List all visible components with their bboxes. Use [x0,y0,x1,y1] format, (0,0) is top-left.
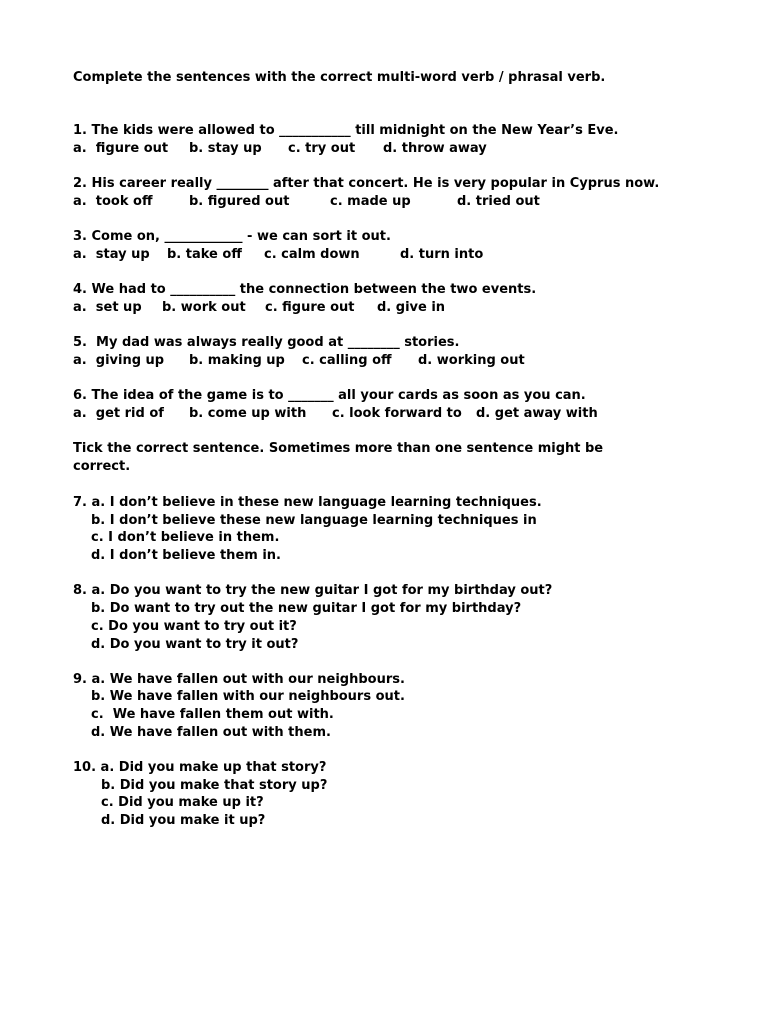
question-5-options [73,352,753,370]
question-3-text: 3. Come on, ____________ - we can sort it out. [73,229,391,244]
option-d: d. get away with [476,406,598,421]
question-7-option-a: 7. a. I don’t believe in these new language learning techniques. [73,495,542,510]
question-7-option-b: b. I don’t believe these new language learning techniques in [91,513,537,528]
option-b: b. come up with [189,406,307,421]
question-1-options [73,140,753,158]
question-10-option-b: b. Did you make that story up? [101,778,328,793]
option-c: c. calling off [302,353,392,368]
question-5-text: 5. My dad was always really good at ________ stories. [73,335,460,350]
question-7-option-d: d. I don’t believe them in. [91,548,281,563]
question-3-options [73,246,753,264]
option-c: c. look forward to [332,406,462,421]
question-4-text: 4. We had to __________ the connection between the two events. [73,282,537,297]
instruction-line-2: correct. [73,459,131,474]
option-d: d. working out [418,353,525,368]
option-a: a. set up [73,300,142,315]
option-c: c. made up [330,194,411,209]
worksheet-title: Complete the sentences with the correct multi-word verb / phrasal verb. [73,70,606,85]
question-9-option-d: d. We have fallen out with them. [91,725,331,740]
question-9-option-a: 9. a. We have fallen out with our neighbours. [73,672,405,687]
option-b: b. making up [189,353,285,368]
question-10-option-a: 10. a. Did you make up that story? [73,760,327,775]
option-a: a. took off [73,194,153,209]
question-8-option-c: c. Do you want to try out it? [91,619,297,634]
option-c: c. calm down [264,247,360,262]
option-d: d. throw away [383,141,487,156]
question-7-option-c: c. I don’t believe in them. [91,530,280,545]
question-8-option-a: 8. a. Do you want to try the new guitar I got for my birthday out? [73,583,553,598]
question-6-text: 6. The idea of the game is to _______ all your cards as soon as you can. [73,388,586,403]
question-10-option-c: c. Did you make up it? [101,795,264,810]
option-d: d. turn into [400,247,484,262]
option-b: b. stay up [189,141,262,156]
question-8-option-d: d. Do you want to try it out? [91,637,299,652]
option-c: c. try out [288,141,356,156]
option-a: a. stay up [73,247,150,262]
instruction-line-1: Tick the correct sentence. Sometimes more than one sentence might be [73,441,604,456]
option-a: a. giving up [73,353,165,368]
question-2-text: 2. His career really ________ after that concert. He is very popular in Cyprus now. [73,176,660,191]
option-a: a. figure out [73,141,169,156]
question-10-option-d: d. Did you make it up? [101,813,266,828]
question-6-options [73,405,753,423]
question-2-options [73,193,753,211]
option-a: a. get rid of [73,406,164,421]
question-8-option-b: b. Do want to try out the new guitar I got for my birthday? [91,601,522,616]
option-d: d. tried out [457,194,540,209]
question-9-option-c: c. We have fallen them out with. [91,707,334,722]
option-b: b. take off [167,247,242,262]
option-b: b. figured out [189,194,290,209]
question-4-options [73,299,753,317]
option-d: d. give in [377,300,446,315]
question-9-option-b: b. We have fallen with our neighbours out. [91,689,405,704]
option-b: b. work out [162,300,246,315]
option-c: c. figure out [265,300,355,315]
question-1-text: 1. The kids were allowed to ___________ till midnight on the New Year’s Eve. [73,123,619,138]
